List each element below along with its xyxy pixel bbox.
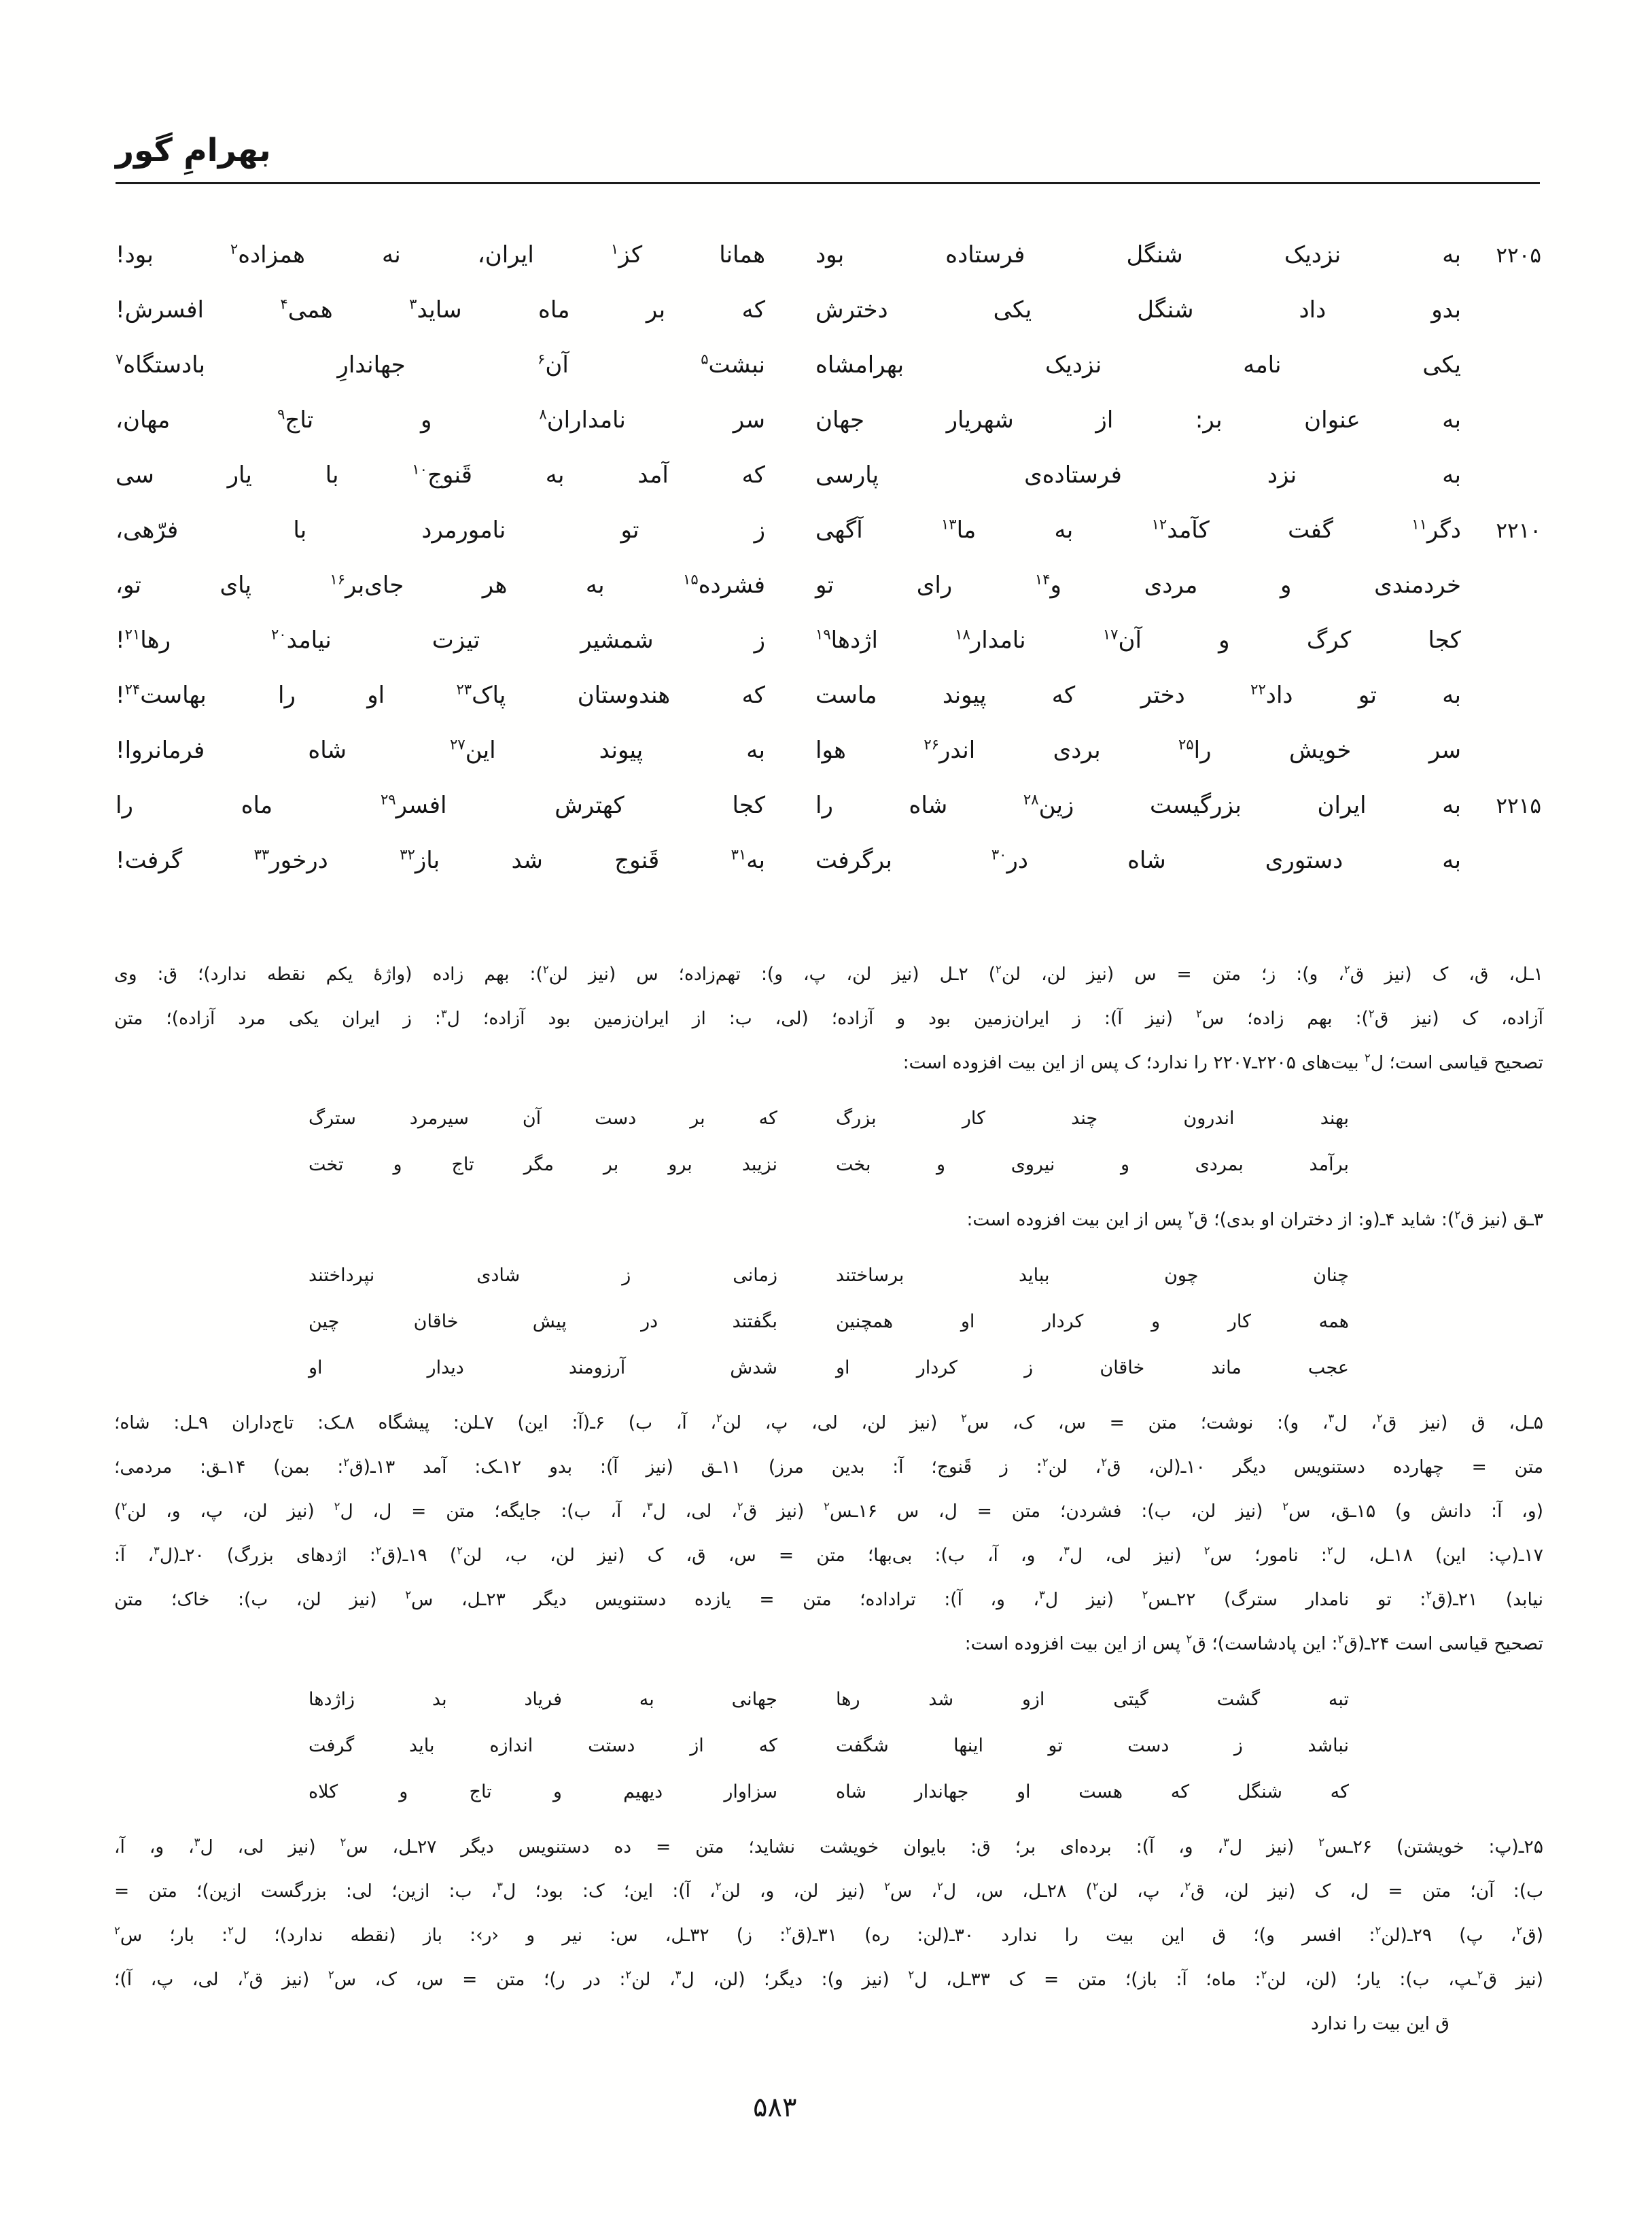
couplet-hemistich-right: تبه گشت گیتی ازو شد رها: [836, 1689, 1349, 1710]
couplet-hemistich-right: همه کار و کردار او همچنین: [836, 1311, 1349, 1332]
header-rule: [116, 182, 1540, 184]
hemistich-left: به پیوند این$^{۲۷}$ شاه فرمانروا!: [116, 735, 765, 764]
page-title: بهرامِ گور: [116, 132, 271, 169]
couplet-hemistich-left: که از دستت اندازه باید گرفت: [309, 1735, 777, 1756]
couplet-hemistich-left: جهانی به فریاد بد زاژدها: [309, 1689, 777, 1710]
verse-row: [116, 627, 1541, 682]
hemistich-right: به عنوان بر: از شهریار جهان: [815, 406, 1461, 434]
hemistich-left: که بر ماه ساید$^۳$ همی$^۴$ افسرش!: [116, 295, 765, 324]
apparatus-line: ۵ـل، ق (نیز ق$^۲$، ل$^۳$، و): نوشت؛ متن = س، ک، س$^۲$ (نیز لن، لی، پ، لن$^۲$، آ، ب) ۶ـ(آ: این) ۷ـلن: پیشگاه ۸ـک: تاج‌داران ۹ـل: شاه؛: [114, 1412, 1543, 1433]
running-header: [0, 0, 1652, 184]
hemistich-right: بدو داد شنگل یکی دخترش: [815, 296, 1461, 324]
apparatus-line: آزاده، ک (نیز ق$^۲$): بهم زاده؛ س$^۲$ (نیز آ): ز ایران‌زمین بود و آزاده؛ (لی، ب: از ایران‌زمین بود آزاده؛ ل$^۳$: ز ایران یکی مرد آزاده)؛ متن: [114, 1007, 1543, 1029]
verse-row: [116, 406, 1541, 461]
apparatus-paragraph: [114, 1825, 1543, 2046]
verse-row: [116, 737, 1541, 792]
apparatus-line: ب): آن؛ متن = ل، ک (نیز لن، ق$^۲$، پ، لن$^۲$) ۲۸ـل، س، ل$^۲$، س$^۲$ (نیز لن، و، لن$^۲$، آ): این؛ ک: بود؛ ل$^۳$، ب: ازین؛ لی: بزرگست ازین)؛ متن =: [114, 1880, 1544, 1902]
apparatus-line: تصحیح قیاسی است ۲۴ـ(ق$^۲$: این پادشاست)؛ ق$^۲$ پس از این بیت افزوده است:: [964, 1633, 1543, 1654]
inserted-couplets: [114, 1096, 1543, 1188]
verse-row: [116, 351, 1541, 406]
apparatus-line: ۱۷ـ(پ: این) ۱۸ـل، ل$^۲$: نامور؛ س$^۲$ (نیز لی، ل$^۳$، و، آ، ب): بی‌بها؛ متن = س، ق، ک (نیز لن، ب، لن$^۲$) ۱۹ـ(ق$^۲$: اژدهای بزرگ) ۲۰ـ(ل$^۳$، آ:: [114, 1544, 1543, 1566]
verse-section: [0, 241, 1652, 902]
hemistich-right: دگر$^{۱۱}$ گفت کآمد$^{۱۲}$ به ما$^{۱۳}$ آگهی: [815, 515, 1461, 544]
couplet-hemistich-right: برآمد بمردی و نیروی و بخت: [836, 1154, 1349, 1175]
couplet-hemistich-right: عجب ماند خاقان ز کردار او: [836, 1357, 1349, 1378]
couplet: [114, 1142, 1543, 1188]
apparatus-line: ۱ـل، ق، ک (نیز ق$^۲$، و): ز؛ متن = س (نیز لن، لن$^۲$) ۲ـل (نیز لن، پ، و): تهم‌زاده؛ س (نیز لن$^۲$): بهم زاده (واژهٔ یکم نقطه ندارد)؛ ق: وی: [114, 963, 1543, 985]
apparatus-line: ۳ـق (نیز ق$^۲$): شاید ۴ـ(و: از دختران او بدی)؛ ق$^۲$ پس از این بیت افزوده است:: [966, 1208, 1543, 1230]
apparatus-line: نیابد) ۲۱ـ(ق$^۲$: تو نامدار سترگ) ۲۲ـس$^۲$ (نیز ل$^۳$، و، آ): تراداده؛ متن = یازده دستنویس دیگر ۲۳ـل، س$^۲$ (نیز لن، ب): خاک؛ متن: [114, 1588, 1543, 1610]
couplet-hemistich-left: شدش آرزومند دیدار او: [309, 1357, 777, 1378]
verse-row: [116, 517, 1541, 572]
apparatus-line: تصحیح قیاسی است؛ ل$^۲$ بیت‌های ۲۲۰۵ـ۲۲۰۷ را ندارد؛ ک پس از این بیت افزوده است:: [902, 1051, 1543, 1073]
couplet-hemistich-left: بگفتند در پیش خاقان چین: [309, 1311, 777, 1332]
hemistich-right: به دستوری شاه در$^{۳۰}$ برگرفت: [815, 845, 1461, 874]
apparatus-line: (و، آ: دانش و) ۱۵ـق، س$^۲$ (نیز لن، ب): فشردن؛ متن = ل، س ۱۶ـس$^۲$ (نیز ق$^۲$، لی، ل$^۳$، آ، ب): جایگه؛ متن = ل، ل$^۲$ (نیز لن، پ، و، لن$^۲$): [114, 1500, 1543, 1522]
couplet: [114, 1677, 1543, 1723]
hemistich-left: ز شمشیر تیزت نیامد$^{۲۰}$ رها$^{۲۱}$!: [116, 625, 765, 654]
couplet-hemistich-left: سزاوار دیهیم و تاج و کلاه: [309, 1781, 777, 1802]
hemistich-right: به نزدیک شنگل فرستاده بود: [815, 241, 1461, 268]
hemistich-left: که هندوستان پاک$^{۲۳}$ او را بهاست$^{۲۴}$!: [116, 680, 765, 709]
page-number: ۵۸۳: [753, 2092, 797, 2123]
inserted-couplets: [114, 1253, 1543, 1391]
hemistich-left: به$^{۳۱}$ قَنوج شد باز$^{۳۲}$ درخور$^{۳۳}$ گرفت!: [116, 845, 765, 874]
verse-row: [116, 792, 1541, 847]
hemistich-left: کجا کهترش افسر$^{۲۹}$ ماه را: [116, 790, 765, 819]
inserted-couplets: [114, 1677, 1543, 1815]
apparatus-paragraph: [114, 1401, 1543, 1666]
apparatus-line: ق این بیت را ندارد: [1311, 2013, 1449, 2034]
couplet-hemistich-left: نزیبد برو بر مگر تاج و تخت: [309, 1154, 777, 1175]
hemistich-left: سر نامداران$^۸$ و تاج$^۹$ مهان،: [116, 405, 765, 434]
hemistich-left: که آمد به قَنوج$^{۱۰}$ با یار سی: [116, 460, 765, 489]
apparatus-line: ۲۵ـ(پ: خویشتن) ۲۶ـس$^۲$ (نیز ل$^۳$، و، آ): برده‌ای بر؛ ق: بایوان خویشت نشاید؛ متن = ده دستنویس دیگر ۲۷ـل، س$^۲$ (نیز لی، ل$^۳$، و، آ،: [114, 1836, 1543, 1857]
hemistich-right: به نزد فرستاده‌ی پارسی: [815, 461, 1461, 489]
couplet: [114, 1096, 1543, 1142]
hemistich-right: به تو داد$^{۲۲}$ دختر که پیوند ماست: [815, 680, 1461, 709]
couplet: [114, 1723, 1543, 1769]
couplet: [114, 1299, 1543, 1345]
couplet-hemistich-left: زمانی ز شادی نپرداختند: [309, 1265, 777, 1286]
verse-row: [116, 296, 1541, 351]
hemistich-right: خردمندی و مردی و$^{۱۴}$ رای تو: [815, 570, 1461, 599]
hemistich-left: همانا کز$^۱$ ایران، نه همزاده$^۲$ بود!: [116, 240, 765, 268]
apparatus-paragraph: [114, 1198, 1543, 1242]
apparatus-line: متن = چهارده دستنویس دیگر ۱۰ـ(لن، ق$^۲$، لن$^۲$: ز قَنوج؛ آ: بدین مرز) ۱۱ـق (نیز آ): بدو ۱۲ـک: آمد ۱۳ـ(ق$^۲$: بمن) ۱۴ـق: مردمی؛: [114, 1456, 1544, 1478]
apparatus-line: (ق$^۲$، پ) ۲۹ـ(لن$^۲$: افسر و)؛ ق این بیت را ندارد ۳۰ـ(لن: ره) ۳۱ـ(ق$^۲$: ز) ۳۲ـل، س: نیر و ‹ر›: باز (نقطه ندارد)؛ ل$^۲$: بار؛ س$^۲$: [114, 1924, 1543, 1946]
couplet: [114, 1345, 1543, 1391]
verse-row: [116, 572, 1541, 627]
hemistich-right: سر خویش را$^{۲۵}$ بردی اندر$^{۲۶}$ هوا: [815, 735, 1461, 764]
critical-apparatus-section: [0, 952, 1652, 2046]
couplet: [114, 1253, 1543, 1299]
couplet: [114, 1769, 1543, 1815]
couplet-hemistich-left: که بر دست آن سیرمرد سترگ: [309, 1108, 777, 1129]
hemistich-right: کجا کرگ و آن$^{۱۷}$ نامدار$^{۱۸}$ اژدها$^{۱۹}$: [815, 625, 1461, 654]
verse-row: [116, 241, 1541, 296]
hemistich-right: یکی نامه نزدیک بهرامشاه: [815, 351, 1461, 379]
verse-row: [116, 461, 1541, 517]
verse-number: ۲۲۱۰: [1496, 519, 1541, 543]
verse-row: [116, 682, 1541, 737]
hemistich-left: فشرده$^{۱۵}$ به هر جای‌بر$^{۱۶}$ پای تو،: [116, 570, 765, 599]
hemistich-left: نبشت$^۵$ آن$^۶$ جهاندارِ بادستگاه$^۷$: [116, 350, 765, 379]
couplet-hemistich-right: بهند اندرون چند کار بزرگ: [836, 1108, 1349, 1129]
hemistich-left: ز تو نامورمرد با فرّهی،: [116, 517, 765, 544]
apparatus-line: (نیز ق$^۲$ـپ، ب): یار؛ (لن، لن$^۲$: ماه؛ آ: باز)؛ متن = ک ۳۳ـل، ل$^۲$ (نیز و): دیگر؛ (لن، ل$^۳$، لن$^۲$: در ر)؛ متن = س، ک، س$^۲$ (نیز ق$^۲$، لی، پ، آ)؛: [114, 1968, 1543, 1990]
apparatus-paragraph: [114, 952, 1543, 1085]
verse-number: ۲۲۰۵: [1496, 243, 1541, 268]
couplet-hemistich-right: چنان چون بباید برساختند: [836, 1265, 1349, 1286]
verse-number: ۲۲۱۵: [1496, 794, 1541, 818]
couplet-hemistich-right: نباشد ز دست تو اینها شگفت: [836, 1735, 1349, 1756]
hemistich-right: به ایران بزرگیست زین$^{۲۸}$ شاه را: [815, 790, 1461, 819]
verse-row: [116, 847, 1541, 902]
couplet-hemistich-right: که شنگل که هست او جهاندار شاه: [836, 1781, 1349, 1802]
